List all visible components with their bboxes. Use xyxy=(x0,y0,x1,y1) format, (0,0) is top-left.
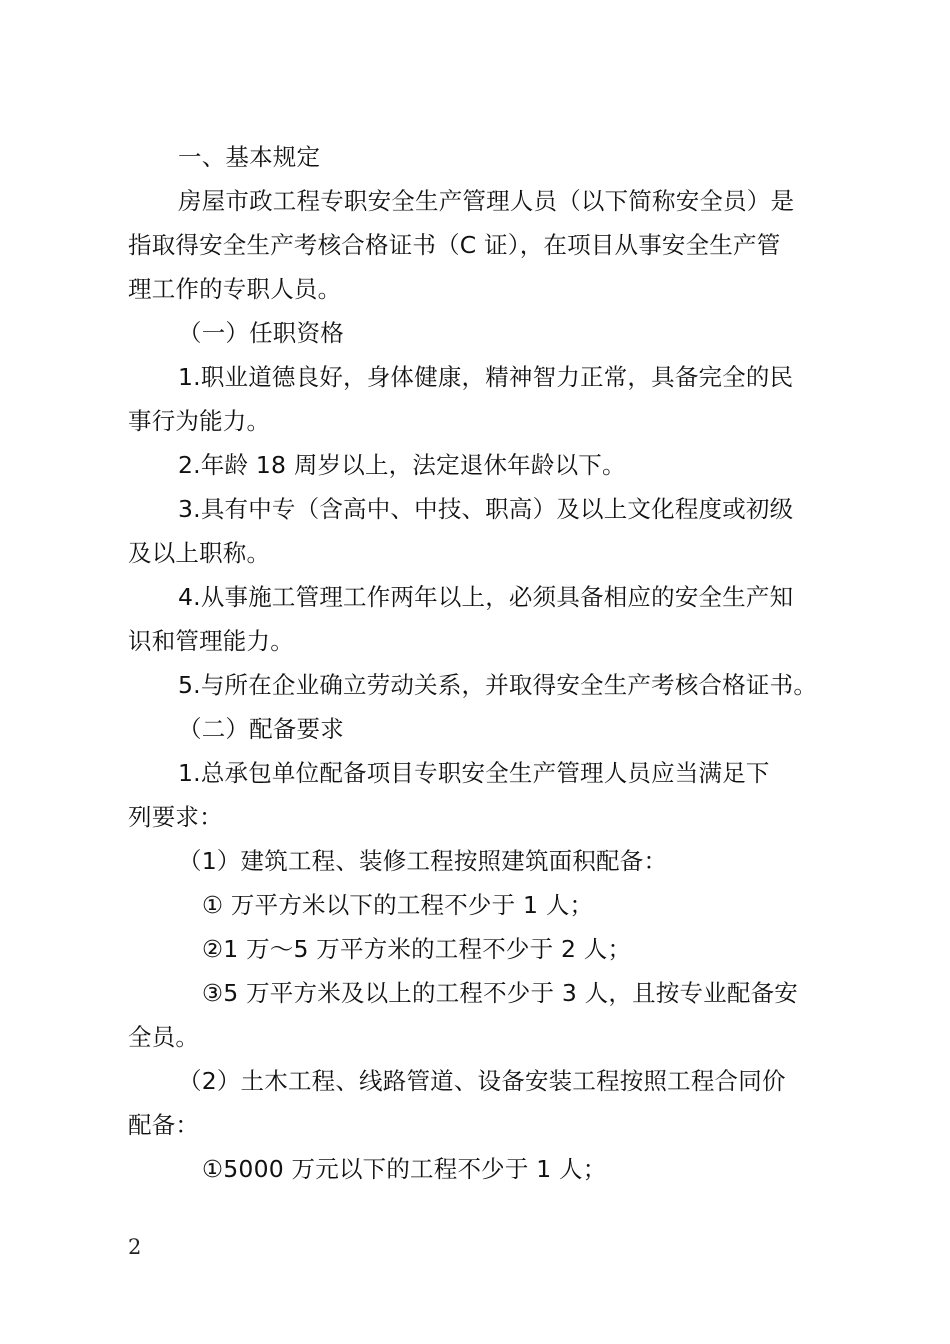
list-item: 1.总承包单位配备项目专职安全生产管理人员应当满足下 xyxy=(178,759,770,787)
list-item: 4.从事施工管理工作两年以上，必须具备相应的安全生产知 xyxy=(178,583,794,611)
enumerated-item: ③5 万平方米及以上的工程不少于 3 人，且按专业配备安 xyxy=(202,979,798,1007)
sub-list-item: （2）土木工程、线路管道、设备安装工程按照工程合同价 xyxy=(178,1067,786,1095)
subsection-heading: （二）配备要求 xyxy=(178,715,344,743)
list-item-continuation: 及以上职称。 xyxy=(128,539,271,567)
list-item-continuation: 列要求： xyxy=(128,803,223,831)
list-item: 5.与所在企业确立劳动关系，并取得安全生产考核合格证书。 xyxy=(178,671,818,699)
enumerated-item-continuation: 全员。 xyxy=(128,1023,200,1051)
paragraph-line: 指取得安全生产考核合格证书（C 证），在项目从事安全生产管 xyxy=(128,231,781,259)
sub-list-item-continuation: 配备： xyxy=(128,1111,200,1139)
sub-list-item: （1）建筑工程、装修工程按照建筑面积配备： xyxy=(178,847,668,875)
enumerated-item: ①5000 万元以下的工程不少于 1 人； xyxy=(202,1155,607,1183)
page-number: 2 xyxy=(128,1235,142,1259)
list-item: 3.具有中专（含高中、中技、职高）及以上文化程度或初级 xyxy=(178,495,794,523)
list-item-continuation: 事行为能力。 xyxy=(128,407,271,435)
section-heading: 一、基本规定 xyxy=(178,143,321,171)
enumerated-item: ① 万平方米以下的工程不少于 1 人； xyxy=(202,891,594,919)
paragraph-line: 理工作的专职人员。 xyxy=(128,275,342,303)
list-item: 1.职业道德良好，身体健康，精神智力正常，具备完全的民 xyxy=(178,363,794,391)
list-item-continuation: 识和管理能力。 xyxy=(128,627,294,655)
paragraph-line: 房屋市政工程专职安全生产管理人员（以下简称安全员）是 xyxy=(178,187,795,215)
list-item: 2.年龄 18 周岁以上，法定退休年龄以下。 xyxy=(178,451,626,479)
subsection-heading: （一）任职资格 xyxy=(178,319,344,347)
enumerated-item: ②1 万～5 万平方米的工程不少于 2 人； xyxy=(202,935,632,963)
